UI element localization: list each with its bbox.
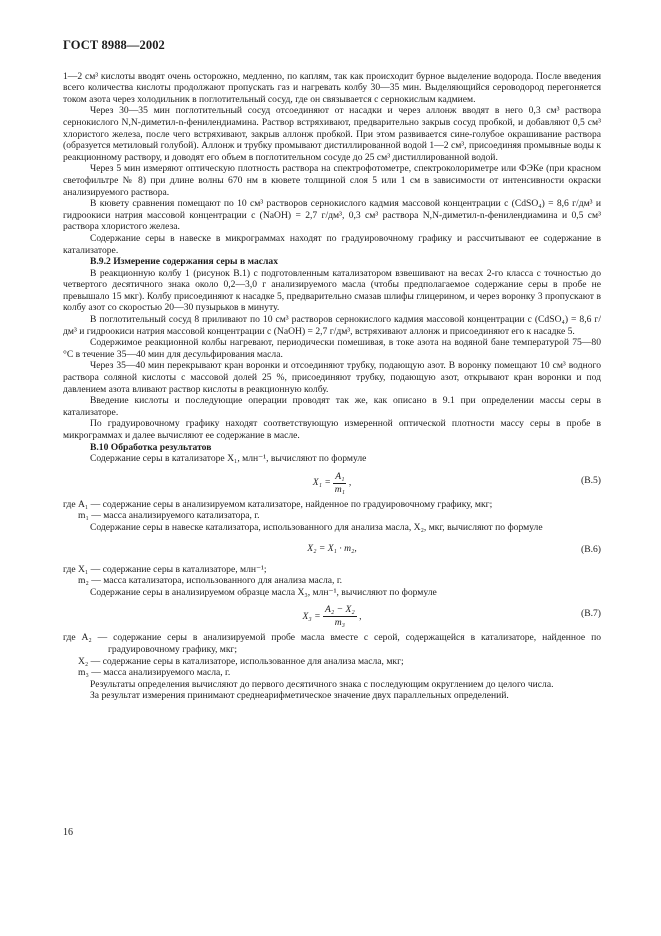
- formula-expression: X₂ = X₁ · m₂,: [307, 542, 357, 554]
- paragraph: По градуировочному графику находят соответствующую измеренной оптической плотности массу серы в пробе в микрограммах и далее вычисляют ее содержание в масле.: [63, 418, 601, 441]
- paragraph: В кювету сравнения помещают по 10 см³ растворов сернокислого кадмия массовой концентрации c (CdSO₄) = 8,6 г/дм³ и гидроокиси натрия массовой концентрации c (NaOH) = 2,7 г/дм³, 0,3 см³ раствора N,N-диметил-n-фенилендиамина и 0,5 см³ раствора хлористого железа.: [63, 198, 601, 233]
- paragraph: Результаты определения вычисляют до первого десятичного знака с последующим округлением до целого числа.: [90, 678, 554, 690]
- where-line: где A₂ — содержание серы в анализируемой пробе масла вместе с серой, содержащейся в катализаторе, найденное по градуировочному графику, мкг;: [63, 632, 601, 655]
- paragraph: В поглотительный сосуд 8 приливают по 10 см³ растворов сернокислого кадмия массовой концентрации c (CdSO₄) = 8,6 г/дм³ и гидроокиси натрия массовой концентрации c (NaOH) = 2,7 г/дм³, встряхивают аллонж и присоединяют его к насадке 5.: [63, 314, 601, 337]
- paragraph: Через 35—40 мин перекрывают кран воронки и отсоединяют трубку, подающую азот. В воронку помещают 10 см³ водного раствора соляной кислоты с массовой долей 25 %, присоединяют трубку, подающую азот, открывают кран воронки и под давлением азота вливают раствор кислоты в реакционную колбу.: [63, 360, 601, 395]
- paragraph: За результат измерения принимают среднеарифметическое значение двух параллельных определений.: [90, 690, 509, 702]
- formula-fraction: [323, 604, 357, 629]
- formula-numerator: A₂ − X₂: [325, 604, 355, 616]
- formula-tail: ,: [348, 477, 352, 489]
- where-line: где X₁ — содержание серы в катализаторе, млн⁻¹;: [63, 563, 267, 575]
- formula-b5: [63, 465, 601, 499]
- paragraph: Содержание серы в анализируемом образце масла X₃, млн⁻¹, вычисляют по формуле: [90, 586, 437, 598]
- formula-tail: ,: [359, 611, 362, 623]
- where-line: m₁ — масса анализируемого катализатора, г.: [78, 510, 260, 522]
- section-heading-b10: В.10 Обработка результатов: [90, 441, 212, 453]
- formula-b7: [63, 598, 601, 632]
- formula-number: (В.7): [581, 608, 601, 620]
- paragraph: Содержимое реакционной колбы нагревают, периодически помешивая, в токе азота на водяной бане температурой 75—80 °С в течение 35—40 мин для десульфирования масла.: [63, 337, 601, 360]
- paragraph: Содержание серы в навеске в микрограммах находят по градуировочному графику и рассчитывают ее содержание в катализаторе.: [63, 232, 601, 256]
- formula-number: (В.5): [581, 474, 601, 486]
- formula-denominator: m₃: [334, 617, 345, 629]
- page-number: 16: [63, 827, 73, 838]
- paragraph: Через 5 мин измеряют оптическую плотность раствора на спектрофотометре, спектроколориметре или ФЭКе (при красном светофильтре № 8) при длине волны 670 нм в кювете толщиной слоя 5 или 1 см в зависимости от интенсивности окраски анализируемого раствора.: [63, 163, 601, 198]
- where-line: m₃ — масса анализируемого масла, г.: [78, 667, 231, 679]
- where-line: где A₁ — содержание серы в анализируемом катализаторе, найденное по градуировочному графику, мкг;: [63, 498, 493, 510]
- paragraph: Введение кислоты и последующие операции проводят так же, как описано в 9.1 при определении массы серы в катализаторе.: [63, 395, 601, 418]
- where-line: m₂ — масса катализатора, использованного для анализа масла, г.: [78, 575, 343, 587]
- where-line: X₂ — содержание серы в катализаторе, использованное для анализа масла, мкг;: [78, 655, 404, 667]
- formula-numerator: A₁: [335, 470, 345, 482]
- formula-number: (В.6): [581, 543, 601, 555]
- formula-lhs: X₁ =: [312, 477, 331, 489]
- paragraph: Содержание серы в катализаторе X₁, млн⁻¹, вычисляют по формуле: [90, 453, 367, 465]
- paragraph: Содержание серы в навеске катализатора, использованного для анализа масла, X₂, мкг, вычисляют по формуле: [90, 521, 543, 533]
- paragraph: Через 30—35 мин поглотительный сосуд отсоединяют от насадки и через аллонж вводят в него 0,3 см³ раствора сернокислого N,N-диметил-n-фенилендиамина. Раствор встряхивают, предварительно закрыв сосуд пробкой, и добавляют 0,5 см³ хлористого железа, после чего встряхивают, закрыв аллонж пробкой. При этом развивается сине-голубое окрашивание раствора (образуется метиловый голубой). Аллонж и трубку промывают дистиллированной водой 1—2 см³, присоединяя промывные воды к реакционному раствору, и доводят его объем в поглотительном сосуде до 25 см³ дистиллированной водой.: [63, 105, 601, 163]
- section-heading-b92: В.9.2 Измерение содержания серы в маслах: [90, 256, 279, 268]
- paragraph: В реакционную колбу 1 (рисунок В.1) с подготовленным катализатором взвешивают на весах 2-го класса с точностью до четвертого десятичного знака около 0,2—3,0 г анализируемого масла (чтобы предполагаемое содержание серы в пробе не превышало 15 мкг). Колбу присоединяют к насадке 5, предварительно смазав шлифы глицерином, и через воронку 3 пропускают в колбу азот со скоростью 20—30 пузырьков в минуту.: [63, 267, 601, 314]
- formula-denominator: m₁: [334, 483, 345, 495]
- standard-header: ГОСТ 8988—2002: [63, 38, 165, 52]
- formula-b6: [63, 534, 601, 564]
- formula-lhs: X₃ =: [302, 611, 321, 623]
- paragraph: 1—2 см³ кислоты вводят очень осторожно, медленно, по каплям, так как происходит бурное выделение водорода. После введения всего количества кислоты продолжают пропускать газ и нагревать колбу 30—35 мин. Выделяющийся сероводород перегоняется током азота через холодильник в поглотительный сосуд, где он связывается с сернокислым кадмием.: [63, 70, 601, 105]
- formula-fraction: [333, 471, 346, 496]
